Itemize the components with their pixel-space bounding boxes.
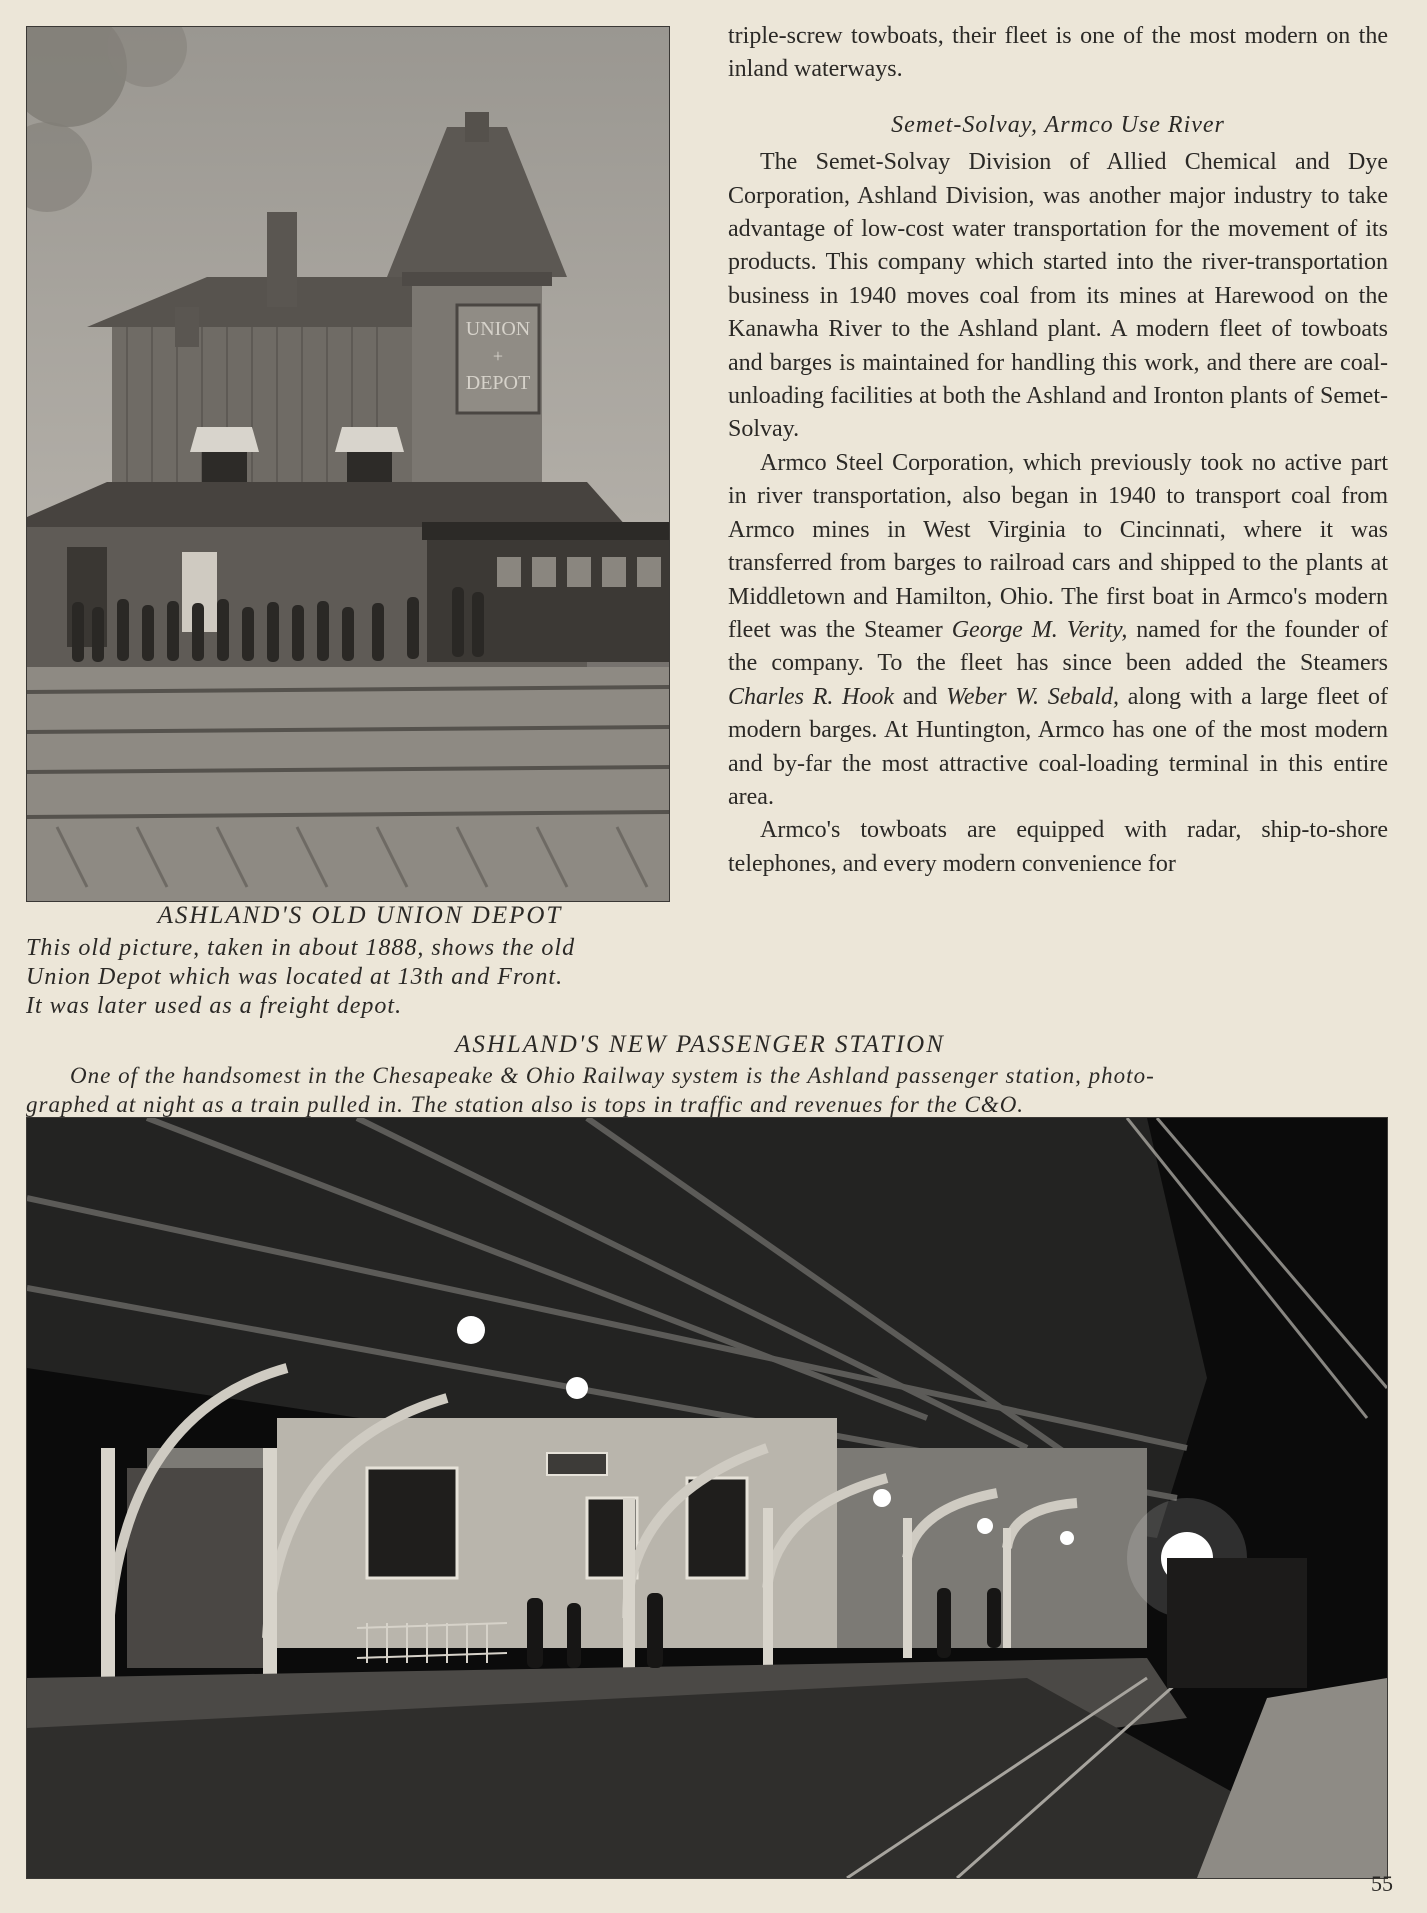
old-depot-caption-body [26,934,674,1021]
new-station-caption-title: ASHLAND'S NEW PASSENGER STATION [455,1031,945,1058]
article-paragraph [728,447,1388,814]
old-depot-caption-title: ASHLAND'S OLD UNION DEPOT [157,902,563,929]
old-depot-caption-line: Union Depot which was located at 13th and Front. [26,964,564,990]
old-depot-caption-line: This old picture, taken in about 1888, shows the old [26,935,576,961]
paragraph-text: Armco Steel Corporation, which previously took no active part in river transportation, also began in 1940 to transport coal from Armco mines in West Virginia to Cincinnati, where it was transferred from barges to railroad cars and shipped to the plants at Middletown and Hamilton, Ohio. The first boat in Armco's modern fleet was the Steamer [728,449,1388,643]
page-number: 55 [1371,1871,1393,1896]
new-station-caption-line: One of the handsomest in the Chesapeake & Ohio Railway system is the Ashland passenger station, photo- [70,1063,1155,1088]
new-station-caption-line: graphed at night as a train pulled in. The station also is tops in traffic and revenues for the C&O. [26,1092,1025,1117]
depot-sign-line1: UNION [465,318,531,340]
night-station-illustration [27,1118,1387,1878]
ship-name: Charles R. Hook [728,683,895,710]
ship-name: Weber W. Sebald, [946,683,1120,710]
article-paragraph: Armco's towboats are equipped with radar, ship-to-shore telephones, and every modern convenience for [728,817,1388,877]
depot-sign-line3: DEPOT [465,372,531,394]
depot-sign-line2: + [492,346,504,366]
article-paragraph: The Semet-Solvay Division of Allied Chemical and Dye Corporation, Ashland Division, was another major industry to take advantage of low-cost water transportation for the movement of its products. This company which started into the river-transportation business in 1940 moves coal from its mines at Harewood on the Kanawha River to the Ashland plant. A modern fleet of towboats and barges is maintained for handling this work, and there are coal-unloading facilities at both the Ashland and Ironton plants of Semet-Solvay. [728,149,1388,443]
new-passenger-station-photo [26,1117,1388,1879]
article-subheading: Semet-Solvay, Armco Use River [891,111,1225,138]
new-station-caption-body [26,1061,1394,1119]
article-column [728,20,1388,881]
ship-name: George M. Verity, [951,616,1128,643]
old-depot-caption-line: It was later used as a freight depot. [26,993,403,1019]
article-intro: triple-screw towboats, their fleet is one of the most modern on the inland waterways. [728,23,1388,83]
paragraph-text: along with a large fleet of modern barges. At Huntington, Armco has one of the most modern and by-far the most attractive coal-loading terminal in this entire area. [728,683,1388,810]
paragraph-text: and [894,683,947,710]
old-union-depot-photo [26,26,670,902]
paragraph-text: named for the founder of the company. To the fleet has since been added the Steamers [728,616,1389,677]
old-depot-illustration [27,27,669,901]
